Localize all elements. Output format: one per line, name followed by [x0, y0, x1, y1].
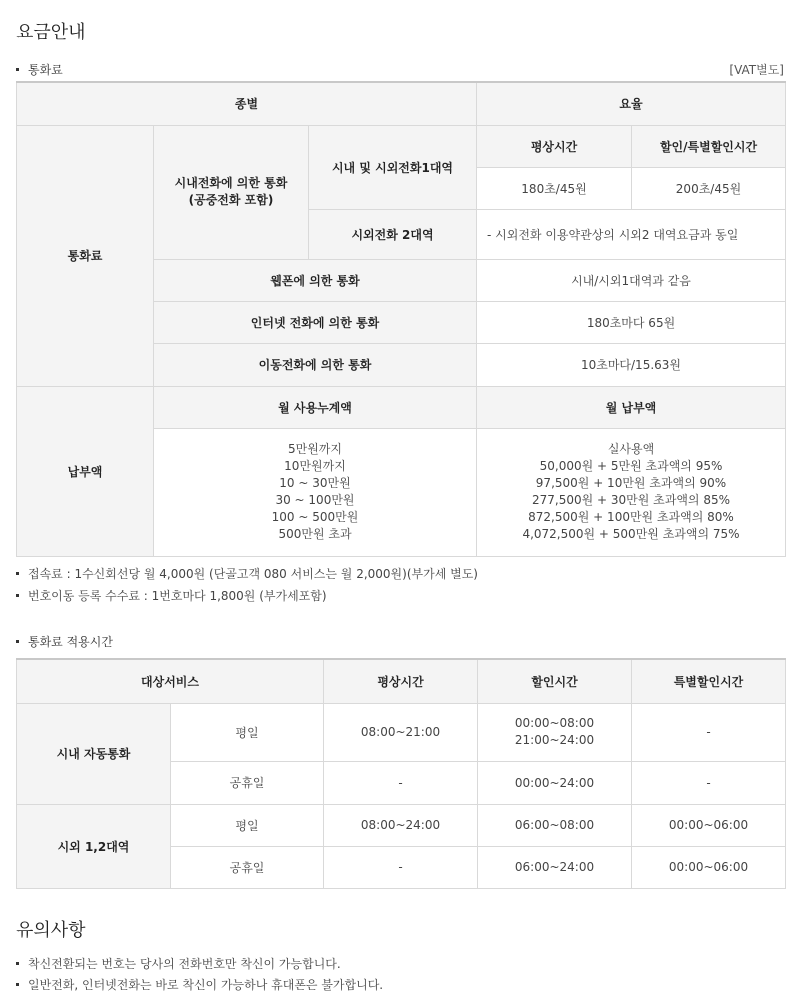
call-fee-table	[16, 81, 786, 557]
local-weekday-discount: 00:00~08:00 21:00~24:00	[478, 703, 632, 761]
webphone-rate: 시내/시외1대역과 같음	[477, 259, 786, 301]
local-holiday-discount: 00:00~24:00	[478, 761, 632, 804]
note-connection-fee: 접속료 : 1수신회선당 월 4,000원 (단골고객 080 서비스는 월 2,000원)(부가세 별도)	[16, 565, 478, 582]
local-weekday-special: -	[632, 703, 786, 761]
ld-holiday-special: 00:00~06:00	[632, 846, 786, 888]
monthly-payment-header: 월 납부액	[477, 386, 786, 428]
normal-rate: 180초/45원	[477, 167, 632, 209]
time-table	[16, 658, 786, 889]
payment-tiers: 실사용액 50,000원 + 5만원 초과액의 95% 97,500원 + 10만원 초과액의 90% 277,500원 + 30만원 초과액의 85% 872,500원 + 100만원 초과액의 80% 4,072,500원 + 500만원 초과액의 75%	[477, 428, 786, 556]
holiday-label: 공휴일	[171, 846, 324, 888]
header-fee: 요율	[477, 82, 786, 125]
ld-holiday-normal: -	[324, 846, 478, 888]
ld-weekday-normal: 08:00~24:00	[324, 804, 478, 846]
note-number-port-fee: 번호이동 등록 수수료 : 1번호마다 1,800원 (부가세포함)	[16, 587, 327, 604]
weekday-label: 평일	[171, 703, 324, 761]
header-discount: 할인시간	[478, 659, 632, 703]
band2-label: 시외전화 2대역	[309, 209, 477, 259]
caution-title: 유의사항	[16, 920, 86, 941]
ld-weekday-special: 00:00~06:00	[632, 804, 786, 846]
section-title-call-fee: 통화료	[16, 61, 63, 78]
local-band1: 시내 및 시외전화1대역	[309, 125, 477, 209]
long-distance-label: 시외 1,2대역	[17, 804, 171, 888]
local-call-by: 시내전화에 의한 통화 (공중전화 포함)	[154, 125, 309, 259]
ld-holiday-discount: 06:00~24:00	[478, 846, 632, 888]
mobile-rate: 10초마다/15.63원	[477, 343, 786, 386]
header-normal: 평상시간	[324, 659, 478, 703]
internet-label: 인터넷 전화에 의한 통화	[154, 301, 477, 343]
page-title: 요금안내	[16, 22, 86, 43]
local-holiday-special: -	[632, 761, 786, 804]
caution-note-2: 일반전화, 인터넷전화는 바로 착신이 가능하나 휴대폰은 불가합니다.	[16, 976, 383, 993]
discount-rate: 200초/45원	[632, 167, 786, 209]
local-holiday-normal: -	[324, 761, 478, 804]
vat-note: [VAT별도]	[729, 63, 784, 77]
section-title-time: 통화료 적용시간	[16, 633, 113, 650]
payment-label: 납부액	[17, 386, 154, 556]
monthly-usage-header: 월 사용누계액	[154, 386, 477, 428]
header-type: 종별	[17, 82, 477, 125]
mobile-label: 이동전화에 의한 통화	[154, 343, 477, 386]
call-fee-label: 통화료	[17, 125, 154, 386]
internet-rate: 180초마다 65원	[477, 301, 786, 343]
discount-time-header: 할인/특별할인시간	[632, 125, 786, 167]
local-weekday-normal: 08:00~21:00	[324, 703, 478, 761]
holiday-label: 공휴일	[171, 761, 324, 804]
normal-time-header: 평상시간	[477, 125, 632, 167]
caution-note-1: 착신전환되는 번호는 당사의 전화번호만 착신이 가능합니다.	[16, 955, 341, 972]
band2-rate: - 시외전화 이용약관상의 시외2 대역요금과 동일	[477, 209, 786, 259]
header-service: 대상서비스	[17, 659, 324, 703]
header-special: 특별할인시간	[632, 659, 786, 703]
weekday-label: 평일	[171, 804, 324, 846]
local-auto-label: 시내 자동통화	[17, 703, 171, 804]
webphone-label: 웹폰에 의한 통화	[154, 259, 477, 301]
ld-weekday-discount: 06:00~08:00	[478, 804, 632, 846]
usage-tiers: 5만원까지 10만원까지 10 ~ 30만원 30 ~ 100만원 100 ~ 500만원 500만원 초과	[154, 428, 477, 556]
